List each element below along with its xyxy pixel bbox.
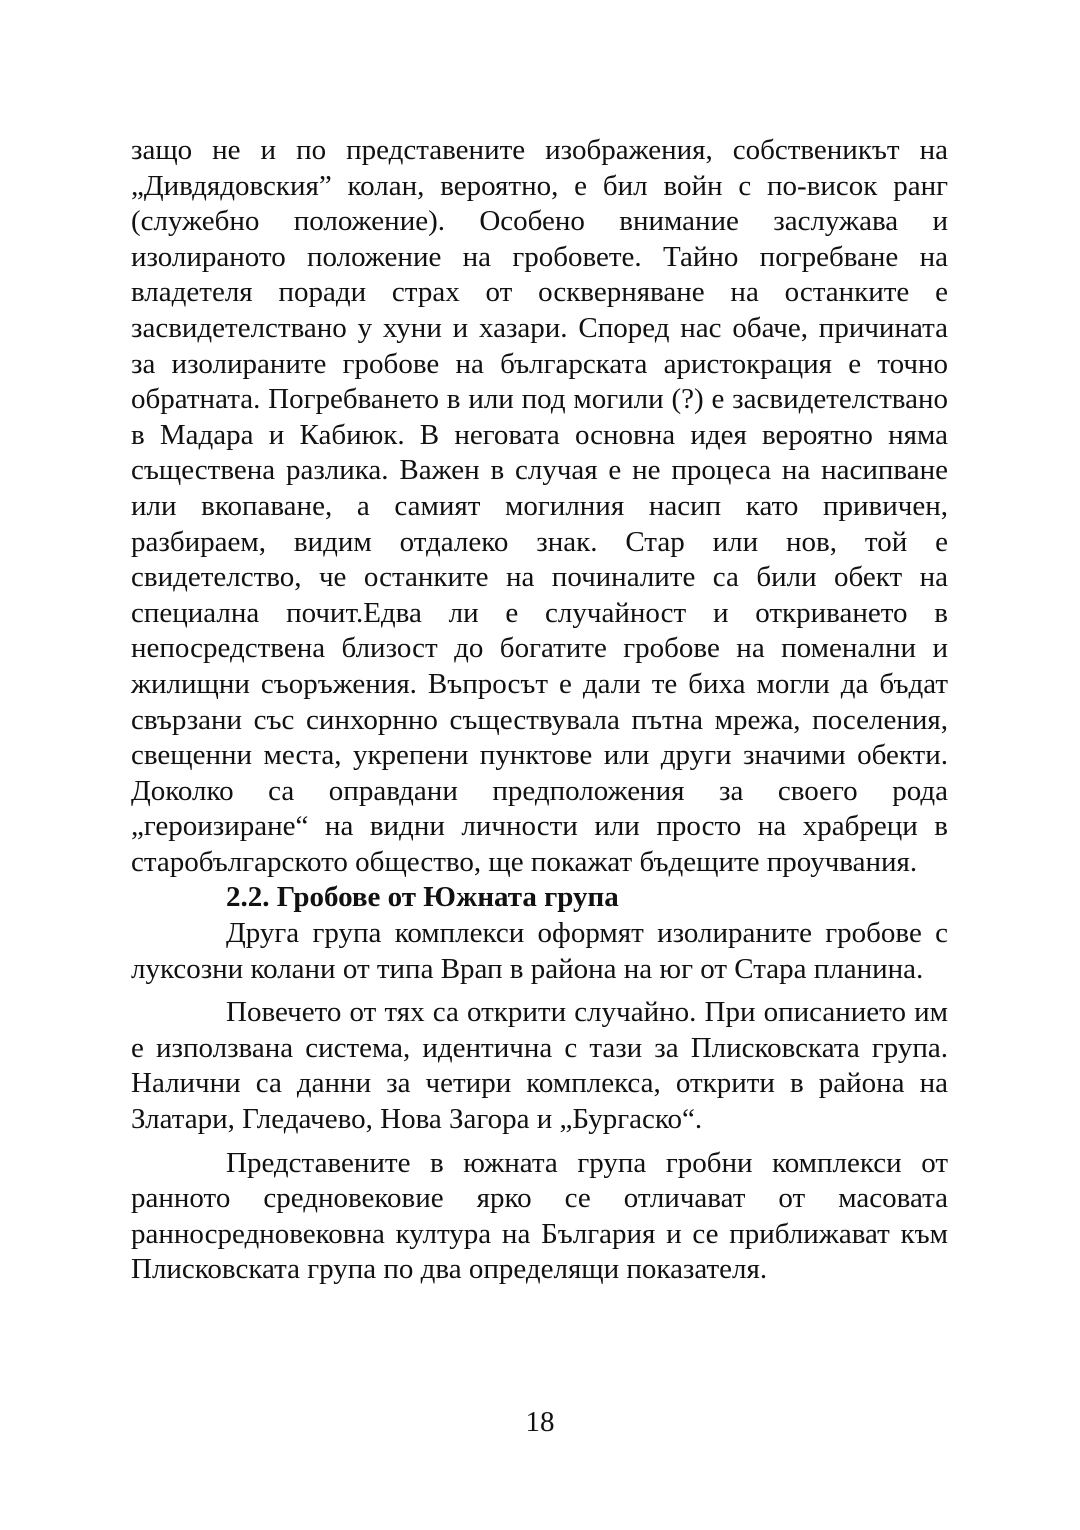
section-heading-southern-group: 2.2. Гробове от Южната група — [226, 881, 619, 914]
page-number: 18 — [525, 1406, 555, 1438]
page-body — [131, 133, 948, 1288]
paragraph-dividyadovo-belt: защо не и по представените изображения, собственикът на „Дивдядовския” колан, вероятно, е бил войн с по-висок ранг (служебно положение). Особено внимание заслужава и изолираното положение на гробовете. Тайно погребване на владетеля поради страх от оскверняване на останките е засвидетелствано у хуни и хазари. Според нас обаче, причината за изолираните гробове на българската аристокрация е точно обратната. Погребването в или под могили (?) е засвидетелствано в Мадара и Кабиюк. В неговата основна идея вероятно няма съществена разлика. Важен в случая е не процеса на насипване или вкопаване, а самият могилния насип като привичен, разбираем, видим отдалеко знак. Стар или нов, той е свидетелство, че останките на починалите са били обект на специална почит.Едва ли е случайност и откриването в непосредствена близост до богатите гробове на поменални и жилищни съоръжения. Въпросът е дали те биха могли да бъдат свързани със синхорнно съществувала пътна мрежа, поселения, свещенни места, укрепени пунктове или други значими обекти. Доколко са оправдани предположения за своего рода „героизиране“ на видни личности или просто на храбреци в старобългарското общество, ще покажат бъдещите проучвания. — [131, 134, 948, 878]
paragraph-early-medieval-comparison: Представените в южната група гробни комплекси от ранното средновековие ярко се отличават от масовата ранносредновековна култура на България и се приближават към Плисковската група по два определящи показателя. — [131, 1146, 948, 1286]
paragraph-southern-complexes: Друга група комплекси оформят изолираните гробове с луксозни колани от типа Врап в района на юг от Стара планина. — [131, 917, 948, 985]
paragraph-random-discoveries: Повечето от тях са открити случайно. При описанието им е използвана система, идентична с тази за Плисковската група. Налични са данни за четири комплекса, открити в района на Златари, Гледачево, Нова Загора и „Бургаско“. — [131, 996, 948, 1136]
